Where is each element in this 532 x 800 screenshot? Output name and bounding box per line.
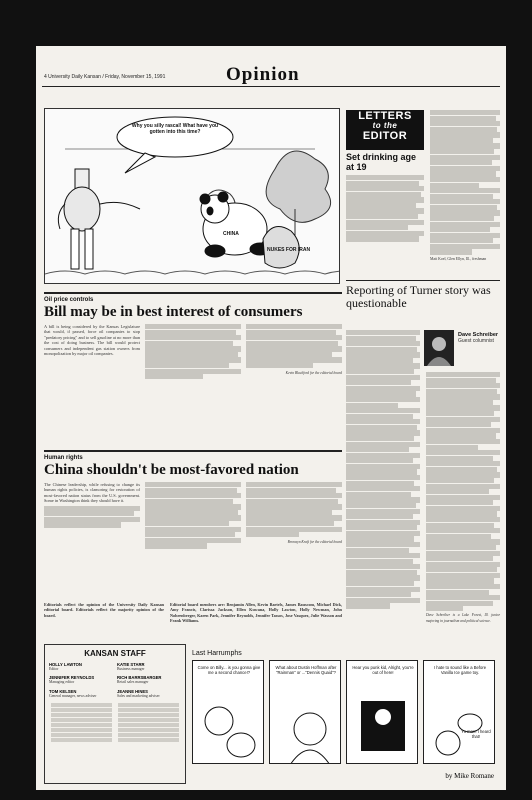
article-kicker: Oil price controls <box>44 297 94 303</box>
staff-name: KATIE STARR <box>117 662 145 667</box>
staff-listing <box>45 699 185 743</box>
staff-grid <box>45 662 185 699</box>
column-headline: Reporting of Turner story was questionable <box>346 283 491 310</box>
comic-panel-1 <box>192 660 264 764</box>
letters-box <box>346 110 424 150</box>
panel-2-drawing <box>270 661 341 764</box>
staff-title: KANSAN STAFF <box>84 649 146 658</box>
kansan-staff-box <box>44 644 186 784</box>
staff-role: General manager, news adviser <box>49 693 97 698</box>
staff-name: RICH BARRSBARGER <box>117 675 162 681</box>
letter-signature: Matt Koel, Glen Ellyn, Ill., freshman <box>430 256 487 261</box>
comic-byline: by Mike Romane <box>445 772 494 780</box>
staff-role: Business manager <box>117 667 145 671</box>
policy-left: Editorials reflect the opinion of the University Daily Kansan editorial board. Editorials reflect the majority opinion of the board. <box>44 602 164 618</box>
article-body-col1 <box>44 324 140 380</box>
article-rule <box>44 450 342 452</box>
letter-headline: Set drinking age at 19 <box>346 152 417 172</box>
letters-line2: to the <box>372 121 398 130</box>
article-rule <box>44 292 342 294</box>
china-article <box>44 450 342 549</box>
panel-2-text: What about Dustin Hoffman after "Rainman" or ..."Dennis Quaid"? <box>275 665 337 675</box>
letter-item <box>346 152 424 242</box>
staff-role: Managing editor <box>49 680 75 685</box>
panda-label: CHINA <box>223 231 239 237</box>
article-headline: Bill may be in best interest of consumers <box>44 304 303 320</box>
staff-member <box>49 662 113 672</box>
letters-line3: EDITOR <box>362 130 408 142</box>
staff-name: JEANNE HINES <box>117 688 148 694</box>
article-headline: China shouldn't be most-favored nation <box>44 462 299 478</box>
comic-title: Last Harrumphs <box>192 650 242 657</box>
letter-continued <box>430 110 500 262</box>
author-role: Guest columnist <box>458 338 494 344</box>
staff-member <box>49 689 113 699</box>
column-headline-block <box>346 284 500 310</box>
article-body-col3 <box>246 324 342 380</box>
page-folio: 4 University Daily Kansan / Friday, November 15, 1991 <box>44 74 166 80</box>
comic-panel-3 <box>346 660 418 764</box>
comic-panel-2 <box>269 660 341 764</box>
column-col2 <box>426 372 500 624</box>
article-body-col2 <box>145 324 241 380</box>
author-portrait <box>424 330 454 366</box>
staff-role: Retail sales manager <box>117 680 149 685</box>
panel-4-reply: Yo man! I heard that! <box>461 729 491 739</box>
column-rule <box>346 280 500 281</box>
article-credit: Kevin Blackford for the editorial board <box>285 371 342 376</box>
author-block <box>458 332 502 344</box>
last-harrumphs <box>192 650 498 782</box>
staff-name: JENNIFER REYNOLDS <box>49 675 95 681</box>
author-photo <box>424 330 454 366</box>
staff-member <box>117 675 181 685</box>
staff-member <box>117 662 181 672</box>
newspaper-page <box>36 46 506 790</box>
cartoon-speech: Why you silly rascal! What have you gotten into this time? <box>131 123 219 135</box>
article-kicker: Human rights <box>44 455 83 461</box>
article-credit: Bronwyn Kraft for the editorial board <box>287 540 342 545</box>
article-body-col3 <box>246 482 342 549</box>
column-credit: Dave Schreiber is a Lake Forest, Ill. junior majoring in journalism and political science. <box>426 613 500 623</box>
article-body-col2 <box>145 482 241 549</box>
article-body-col1 <box>44 482 140 549</box>
panel-3-drawing <box>347 661 418 764</box>
author-name: Dave Schreiber <box>458 332 499 338</box>
panel-4-drawing <box>424 661 495 764</box>
staff-name: HOLLY LAWTON <box>49 662 82 667</box>
cartoon-drawing <box>45 109 340 284</box>
editorial-cartoon <box>44 108 340 284</box>
comic-panel-4 <box>423 660 495 764</box>
panel-1-text: Come on Billy... is you gonna give me a second chance!? <box>197 665 261 675</box>
staff-member <box>49 675 113 685</box>
article-body-text: A bill is being considered by the Kansas Legislature that would, if passed, force oil companies to stop "predatory pricing" and to sell gasoline at no more than the cost of doing business. The bill would protect consumers and independent gas station owners from monopolization by major oil companies. <box>44 324 140 357</box>
editorial-policy <box>44 602 342 624</box>
oil-article <box>44 292 342 380</box>
column-col1 <box>346 330 420 609</box>
panel-1-drawing <box>193 661 264 764</box>
panel-3-text: Hear you punk kid, Alright, you're out of here! <box>352 665 414 675</box>
panel-4-text: I hate to sound like a Before Vanilla Ice game toy. <box>433 665 487 675</box>
staff-role: Sales and marketing adviser <box>117 693 160 698</box>
section-title: Opinion <box>226 64 300 85</box>
letters-line1: LETTERS <box>358 110 412 122</box>
staff-name: TOM KELSEN <box>49 688 77 694</box>
masthead-rule <box>42 86 500 87</box>
article-body-text: The Chinese leadership, while refusing to change its human rights policies, is clamoring for restoration of most-favored nation status from the U.S. government. Some in Washington think they should have it. <box>44 482 140 504</box>
staff-member <box>117 689 181 699</box>
staff-role: Editor <box>49 667 59 671</box>
policy-right: Editorial board members are: Benjamin Allen, Kevin Bartels, James Bauscom, Michael Dick, Amy Francis, Clarissa Jackson, Ellen Kuwana, Holly Lawton, Holly Newman, John Nohrenberger, Karen Park, Jennifer Reynolds, Jennifer Tassos, Jose Vasquez, Julie Wasson and Frank Williams. <box>170 602 342 624</box>
bag-label: NUKES FOR IRAN <box>267 247 311 253</box>
